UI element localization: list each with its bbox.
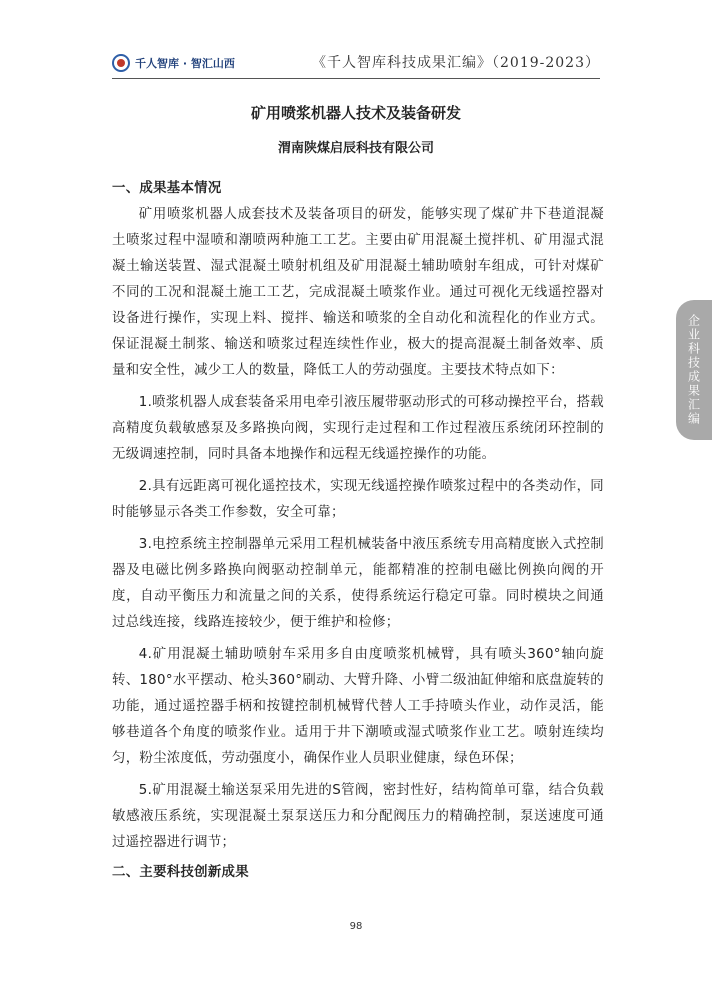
side-tab-label: 企业科技成果汇编: [686, 314, 701, 426]
document-body: [112, 176, 604, 886]
technical-point: 2.具有远距离可视化遥控技术，实现无线遥控操作喷浆过程中的各类动作，同时能够显示各类工作参数，安全可靠；: [112, 479, 604, 520]
side-section-tab: [676, 300, 712, 440]
technical-point: 3.电控系统主控制器单元采用工程机械装备中液压系统专用高精度嵌入式控制器及电磁比例多路换向阀驱动控制单元，能都精准的控制电磁比例换向阀的开度，自动平衡压力和流量之间的关系，使得系统运行稳定可靠。同时模块之间通过总线连接，线路连接较少，便于维护和检修；: [112, 537, 604, 630]
header-logo: [112, 54, 235, 72]
logo-icon: [112, 54, 130, 72]
header-title: 《千人智库科技成果汇编》（2019-2023）: [312, 55, 600, 71]
page-header: [112, 44, 600, 84]
logo-text: 千人智库 · 智汇山西: [135, 57, 235, 70]
technical-point: 5.矿用混凝土输送泵采用先进的S管阀，密封性好，结构简单可靠，结合负载敏感液压系统，实现混凝土泵泵送压力和分配阀压力的精确控制，泵送速度可通过遥控器进行调节；: [112, 783, 604, 850]
page-number: 98: [349, 921, 363, 932]
intro-paragraph: 矿用喷浆机器人成套技术及装备项目的研发，能够实现了煤矿井下巷道混凝土喷浆过程中湿喷和潮喷两种施工工艺。主要由矿用混凝土搅拌机、矿用湿式混凝土输送装置、湿式混凝土喷射机组及矿用混凝土辅助喷射车组成，可针对煤矿不同的工况和混凝土施工工艺，完成混凝土喷浆作业。通过可视化无线遥控器对设备进行操作，实现上料、搅拌、输送和喷浆的全自动化和流程化的作业方式。保证混凝土制浆、输送和喷浆过程连续性作业，极大的提高混凝土制备效率、质量和安全性，减少工人的数量，降低工人的劳动强度。主要技术特点如下：: [112, 207, 604, 378]
document-title: 矿用喷浆机器人技术及装备研发: [250, 104, 461, 122]
document-organization: 渭南陕煤启辰科技有限公司: [277, 141, 434, 156]
technical-point: 1.喷浆机器人成套装备采用电牵引液压履带驱动形式的可移动操控平台，搭载高精度负载敏感泵及多路换向阀，实现行走过程和工作过程液压系统闭环控制的无级调速控制，同时具备本地操作和远程无线遥控操作的功能。: [112, 395, 604, 462]
technical-point: 4.矿用混凝土辅助喷射车采用多自由度喷浆机械臂，具有喷头360°轴向旋转、180°水平摆动、枪头360°刷动、大臂升降、小臂二级油缸伸缩和底盘旋转的功能，通过遥控器手柄和按键控制机械臂代替人工手持喷头作业，动作灵活，能够巷道各个角度的喷浆作业。适用于井下潮喷或湿式喷浆作业工艺。喷射连续均匀，粉尘浓度低，劳动强度小，确保作业人员职业健康，绿色环保；: [112, 647, 604, 766]
technical-points-list: [112, 390, 604, 856]
header-divider: [112, 78, 600, 79]
section-heading-basic-info: 一、成果基本情况: [112, 181, 222, 196]
section-heading-innovations: 二、主要科技创新成果: [112, 865, 249, 880]
